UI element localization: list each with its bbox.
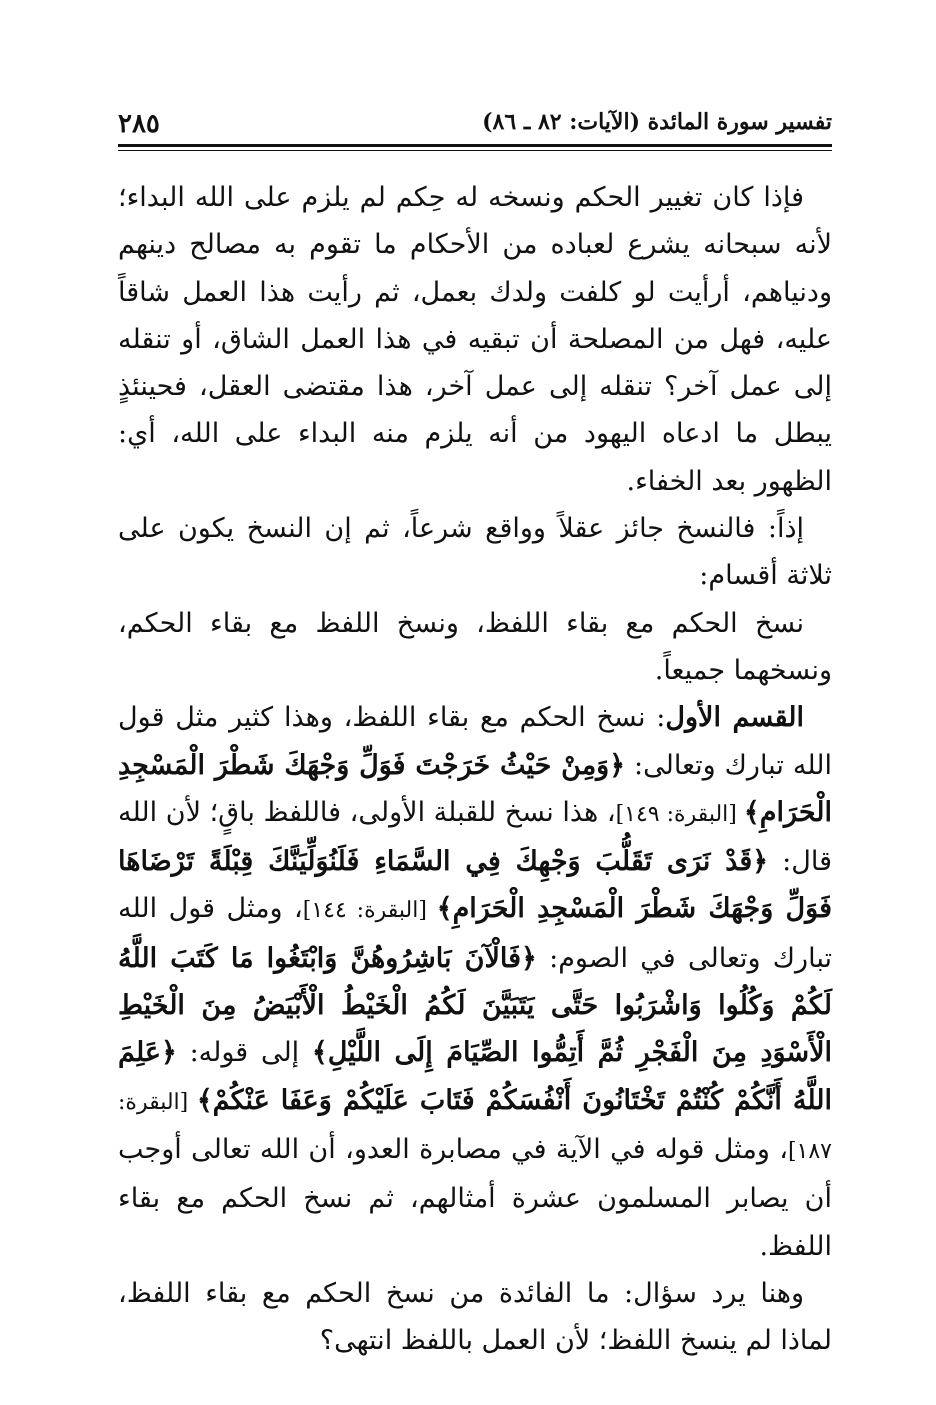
text-run: ، هذا نسخ للقبلة الأولى، فاللفظ باقٍ؛ لأن الله قال: [118, 796, 833, 878]
paragraph-1: فإذا كان تغيير الحكم ونسخه له حِكم لم يلزم على الله البداء؛ لأنه سبحانه يشرع لعباده من الأحكام ما تقوم به مصالح دينهم ودنياهم، أرأيت لو كلفت ولدك بعمل، ثم رأيت هذا العمل شاقاً عليه، فهل من المصلحة أن تبقيه في هذا العمل الشاق، أو تنقله إلى عمل آخر؟ تنقله إلى عمل آخر، هذا مقتضى العقل، فحينئذٍ يبطل ما ادعاه اليهود من أنه يلزم منه البداء على الله، أي: الظهور بعد الخفاء. [118, 182, 832, 497]
page-number: ٢٨٥ [118, 109, 160, 139]
running-header [118, 95, 832, 145]
text-run: ، ومثل قوله في الآية في مصابرة العدو، أن الله تعالى أوجب أن يصابر المسلمون عشرة أمثالهم، ثم نسخ الحكم مع بقاء اللفظ. [118, 1133, 832, 1262]
paragraph-5: وهنا يرد سؤال: ما الفائدة من نسخ الحكم مع بقاء اللفظ، لماذا لم ينسخ اللفظ؛ لأن العمل باللفظ انتهى؟ [118, 1277, 832, 1357]
text-run: إلى قوله: [176, 1037, 312, 1069]
paragraph-4 [118, 694, 832, 1270]
verse-reference: [البقرة: ١٨٧] [118, 1089, 832, 1164]
text-run: : نسخ الحكم مع بقاء اللفظ، وهذا كثير مثل قول الله تبارك وتعالى: [118, 702, 832, 781]
verse-reference: [البقرة: ١٤٤] [302, 898, 437, 924]
paragraph-2: إذاً: فالنسخ جائز عقلاً وواقع شرعاً، ثم إن النسخ يكون على ثلاثة أقسام: [118, 513, 832, 592]
quran-verse: ﴿وَمِنْ حَيْثُ خَرَجْتَ فَوَلِّ وَجْهَكَ شَطْرَ الْمَسْجِدِ الْحَرَامِ﴾ [118, 749, 832, 828]
quran-verse: ﴿فَالْآنَ بَاشِرُوهُنَّ وَابْتَغُوا مَا كَتَبَ اللَّهُ لَكُمْ وَكُلُوا وَاشْرَبُوا حَتَّى يَتَبَيَّنَ لَكُمُ الْخَيْطُ الْأَبْيَضُ مِنَ الْخَيْطِ الْأَسْوَدِ مِنَ الْفَجْرِ ثُمَّ أَتِمُّوا الصِّيَامَ إِلَى اللَّيْلِ﴾ [118, 942, 832, 1069]
header-rule-thin [118, 150, 832, 151]
quran-verse: ﴿عَلِمَ اللَّهُ أَنَّكُمْ كُنْتُمْ تَخْتَانُونَ أَنْفُسَكُمْ فَتَابَ عَلَيْكُمْ وَعَفَا عَنْكُمْ﴾ [118, 1037, 832, 1116]
header-rule-thick [118, 144, 832, 147]
verse-reference: [البقرة: ١٤٩] [615, 801, 744, 827]
section-heading: القسم الأول [665, 702, 804, 734]
text-run: ، ومثل قول الله تبارك وتعالى في الصوم: [118, 893, 832, 974]
quran-verse: ﴿قَدْ نَرَى تَقَلُّبَ وَجْهِكَ فِي السَّمَاءِ فَلَنُوَلِّيَنَّكَ قِبْلَةً تَرْضَاهَا فَوَلِّ وَجْهَكَ شَطْرَ الْمَسْجِدِ الْحَرَامِ﴾ [118, 846, 832, 925]
header-title: تفسير سورة المائدة (الآيات: ٨٢ ـ ٨٦) [482, 109, 832, 135]
body-text [118, 174, 832, 1364]
paragraph-3: نسخ الحكم مع بقاء اللفظ، ونسخ اللفظ مع بقاء الحكم، ونسخهما جميعاً. [118, 607, 832, 686]
